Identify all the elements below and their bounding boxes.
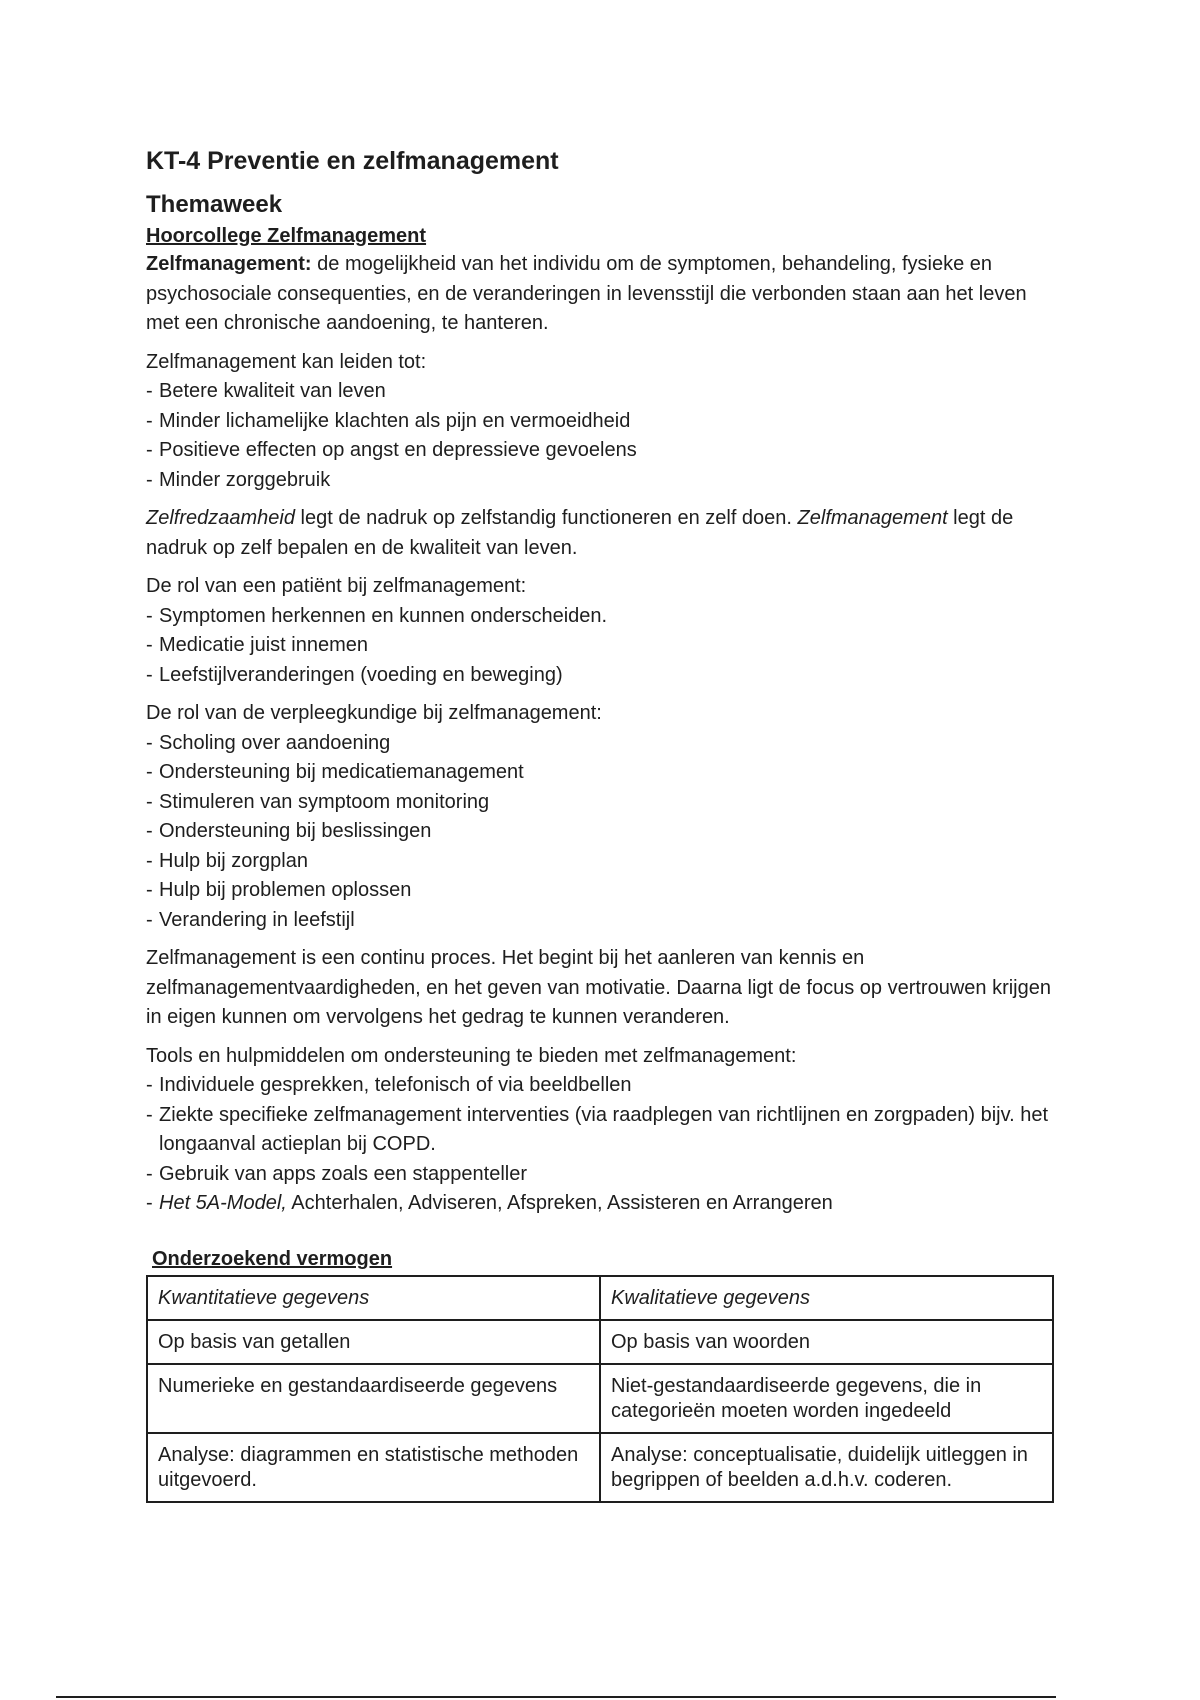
list-item: - Ondersteuning bij beslissingen — [146, 817, 1056, 847]
proces-paragraph: Zelfmanagement is een continu proces. Het begint bij het aanleren van kennis en zelfmanagementvaardigheden, en het geven van motivatie. Daarna ligt de focus op vertrouwen krijgen in eigen kunnen om vervolgens het gedrag te kunnen veranderen. — [146, 947, 1051, 1028]
table-cell: Op basis van getallen — [147, 1320, 600, 1364]
definition-term: Zelfmanagement: — [146, 253, 312, 275]
list-item: - Gebruik van apps zoals een stappenteller — [146, 1160, 1056, 1190]
list-item: - Minder lichamelijke klachten als pijn en vermoeidheid — [146, 407, 1056, 437]
rol-patient-intro: De rol van een patiënt bij zelfmanagement: — [146, 575, 527, 597]
list-item: - Betere kwaliteit van leven — [146, 377, 1056, 407]
list-item: - Leefstijlveranderingen (voeding en beweging) — [146, 661, 1056, 691]
list-item: - Individuele gesprekken, telefonisch of via beeldbellen — [146, 1071, 1056, 1101]
comparison-table — [146, 1275, 1054, 1503]
table-header-row — [147, 1276, 1053, 1320]
section-heading: Hoorcollege Zelfmanagement — [146, 225, 427, 247]
table-header-cell: Kwalitatieve gegevens — [600, 1276, 1053, 1320]
list-item: - Minder zorggebruik — [146, 466, 1056, 496]
leiden-tot-list — [146, 377, 1056, 495]
tools-list — [146, 1071, 1056, 1219]
rol-verpleegkundige-block — [146, 699, 1056, 935]
table-header-cell: Kwantitatieve gegevens — [147, 1276, 600, 1320]
rol-patient-list — [146, 602, 1056, 691]
onderzoekend-heading: Onderzoekend vermogen — [152, 1248, 393, 1270]
definition-text: de mogelijkheid van het individu om de symptomen, behandeling, fysieke en psychosociale consequenties, en de veranderingen in levensstijl die verbonden staan aan het leven met een chronische aandoening, te hanteren. — [146, 253, 1027, 334]
list-item: - Ondersteuning bij medicatiemanagement — [146, 758, 1056, 788]
list-item: - Verandering in leefstijl — [146, 906, 1056, 936]
table-cell: Op basis van woorden — [600, 1320, 1053, 1364]
table-cell: Niet-gestandaardiseerde gegevens, die in categorieën moeten worden ingedeeld — [600, 1364, 1053, 1433]
list-item: - Hulp bij problemen oplossen — [146, 876, 1056, 906]
list-item: - Hulp bij zorgplan — [146, 847, 1056, 877]
zelfmanagement-term: Zelfmanagement — [797, 507, 948, 529]
document-title: KT-4 Preventie en zelfmanagement — [146, 147, 559, 175]
zelfmanagement-text: legt de nadruk op zelf bepalen en de kwaliteit van leven. — [146, 507, 1014, 559]
table-cell: Numerieke en gestandaardiseerde gegevens — [147, 1364, 600, 1433]
list-item: - Positieve effecten op angst en depressieve gevoelens — [146, 436, 1056, 466]
rol-patient-block — [146, 572, 1056, 690]
document-subtitle: Themaweek — [146, 191, 283, 218]
footer-divider — [56, 1696, 1056, 1698]
model-text: Achterhalen, Adviseren, Afspreken, Assisteren en Arrangeren — [286, 1192, 833, 1214]
rol-verpleegkundige-intro: De rol van de verpleegkundige bij zelfmanagement: — [146, 702, 602, 724]
table-cell: Analyse: conceptualisatie, duidelijk uitleggen in begrippen of beelden a.d.h.v. coderen. — [600, 1433, 1053, 1502]
list-item: - Symptomen herkennen en kunnen onderscheiden. — [146, 602, 1056, 632]
zelfredzaamheid-term: Zelfredzaamheid — [146, 507, 295, 529]
list-item: - Stimuleren van symptoom monitoring — [146, 788, 1056, 818]
table-row — [147, 1364, 1053, 1433]
table-cell: Analyse: diagrammen en statistische methoden uitgevoerd. — [147, 1433, 600, 1502]
tools-block — [146, 1042, 1056, 1219]
table-row — [147, 1320, 1053, 1364]
list-item: - Ziekte specifieke zelfmanagement interventies (via raadplegen van richtlijnen en zorgpaden) bijv. het longaanval actieplan bij COPD. — [146, 1101, 1056, 1160]
model-term: Het 5A-Model, — [159, 1192, 287, 1214]
rol-verpleegkundige-list — [146, 729, 1056, 936]
tools-intro: Tools en hulpmiddelen om ondersteuning te bieden met zelfmanagement: — [146, 1044, 797, 1067]
zelfredzaamheid-paragraph — [146, 504, 1056, 563]
definition-paragraph — [146, 250, 1056, 339]
leiden-tot-block — [146, 348, 1056, 496]
list-item — [146, 1189, 1056, 1219]
zelfredzaamheid-text: legt de nadruk op zelfstandig functioneren en zelf doen. — [294, 507, 798, 529]
list-item: - Medicatie juist innemen — [146, 631, 1056, 661]
document-body — [146, 222, 1056, 1228]
list-item: - Scholing over aandoening — [146, 729, 1056, 759]
table-row — [147, 1433, 1053, 1502]
leiden-tot-intro: Zelfmanagement kan leiden tot: — [146, 350, 427, 373]
